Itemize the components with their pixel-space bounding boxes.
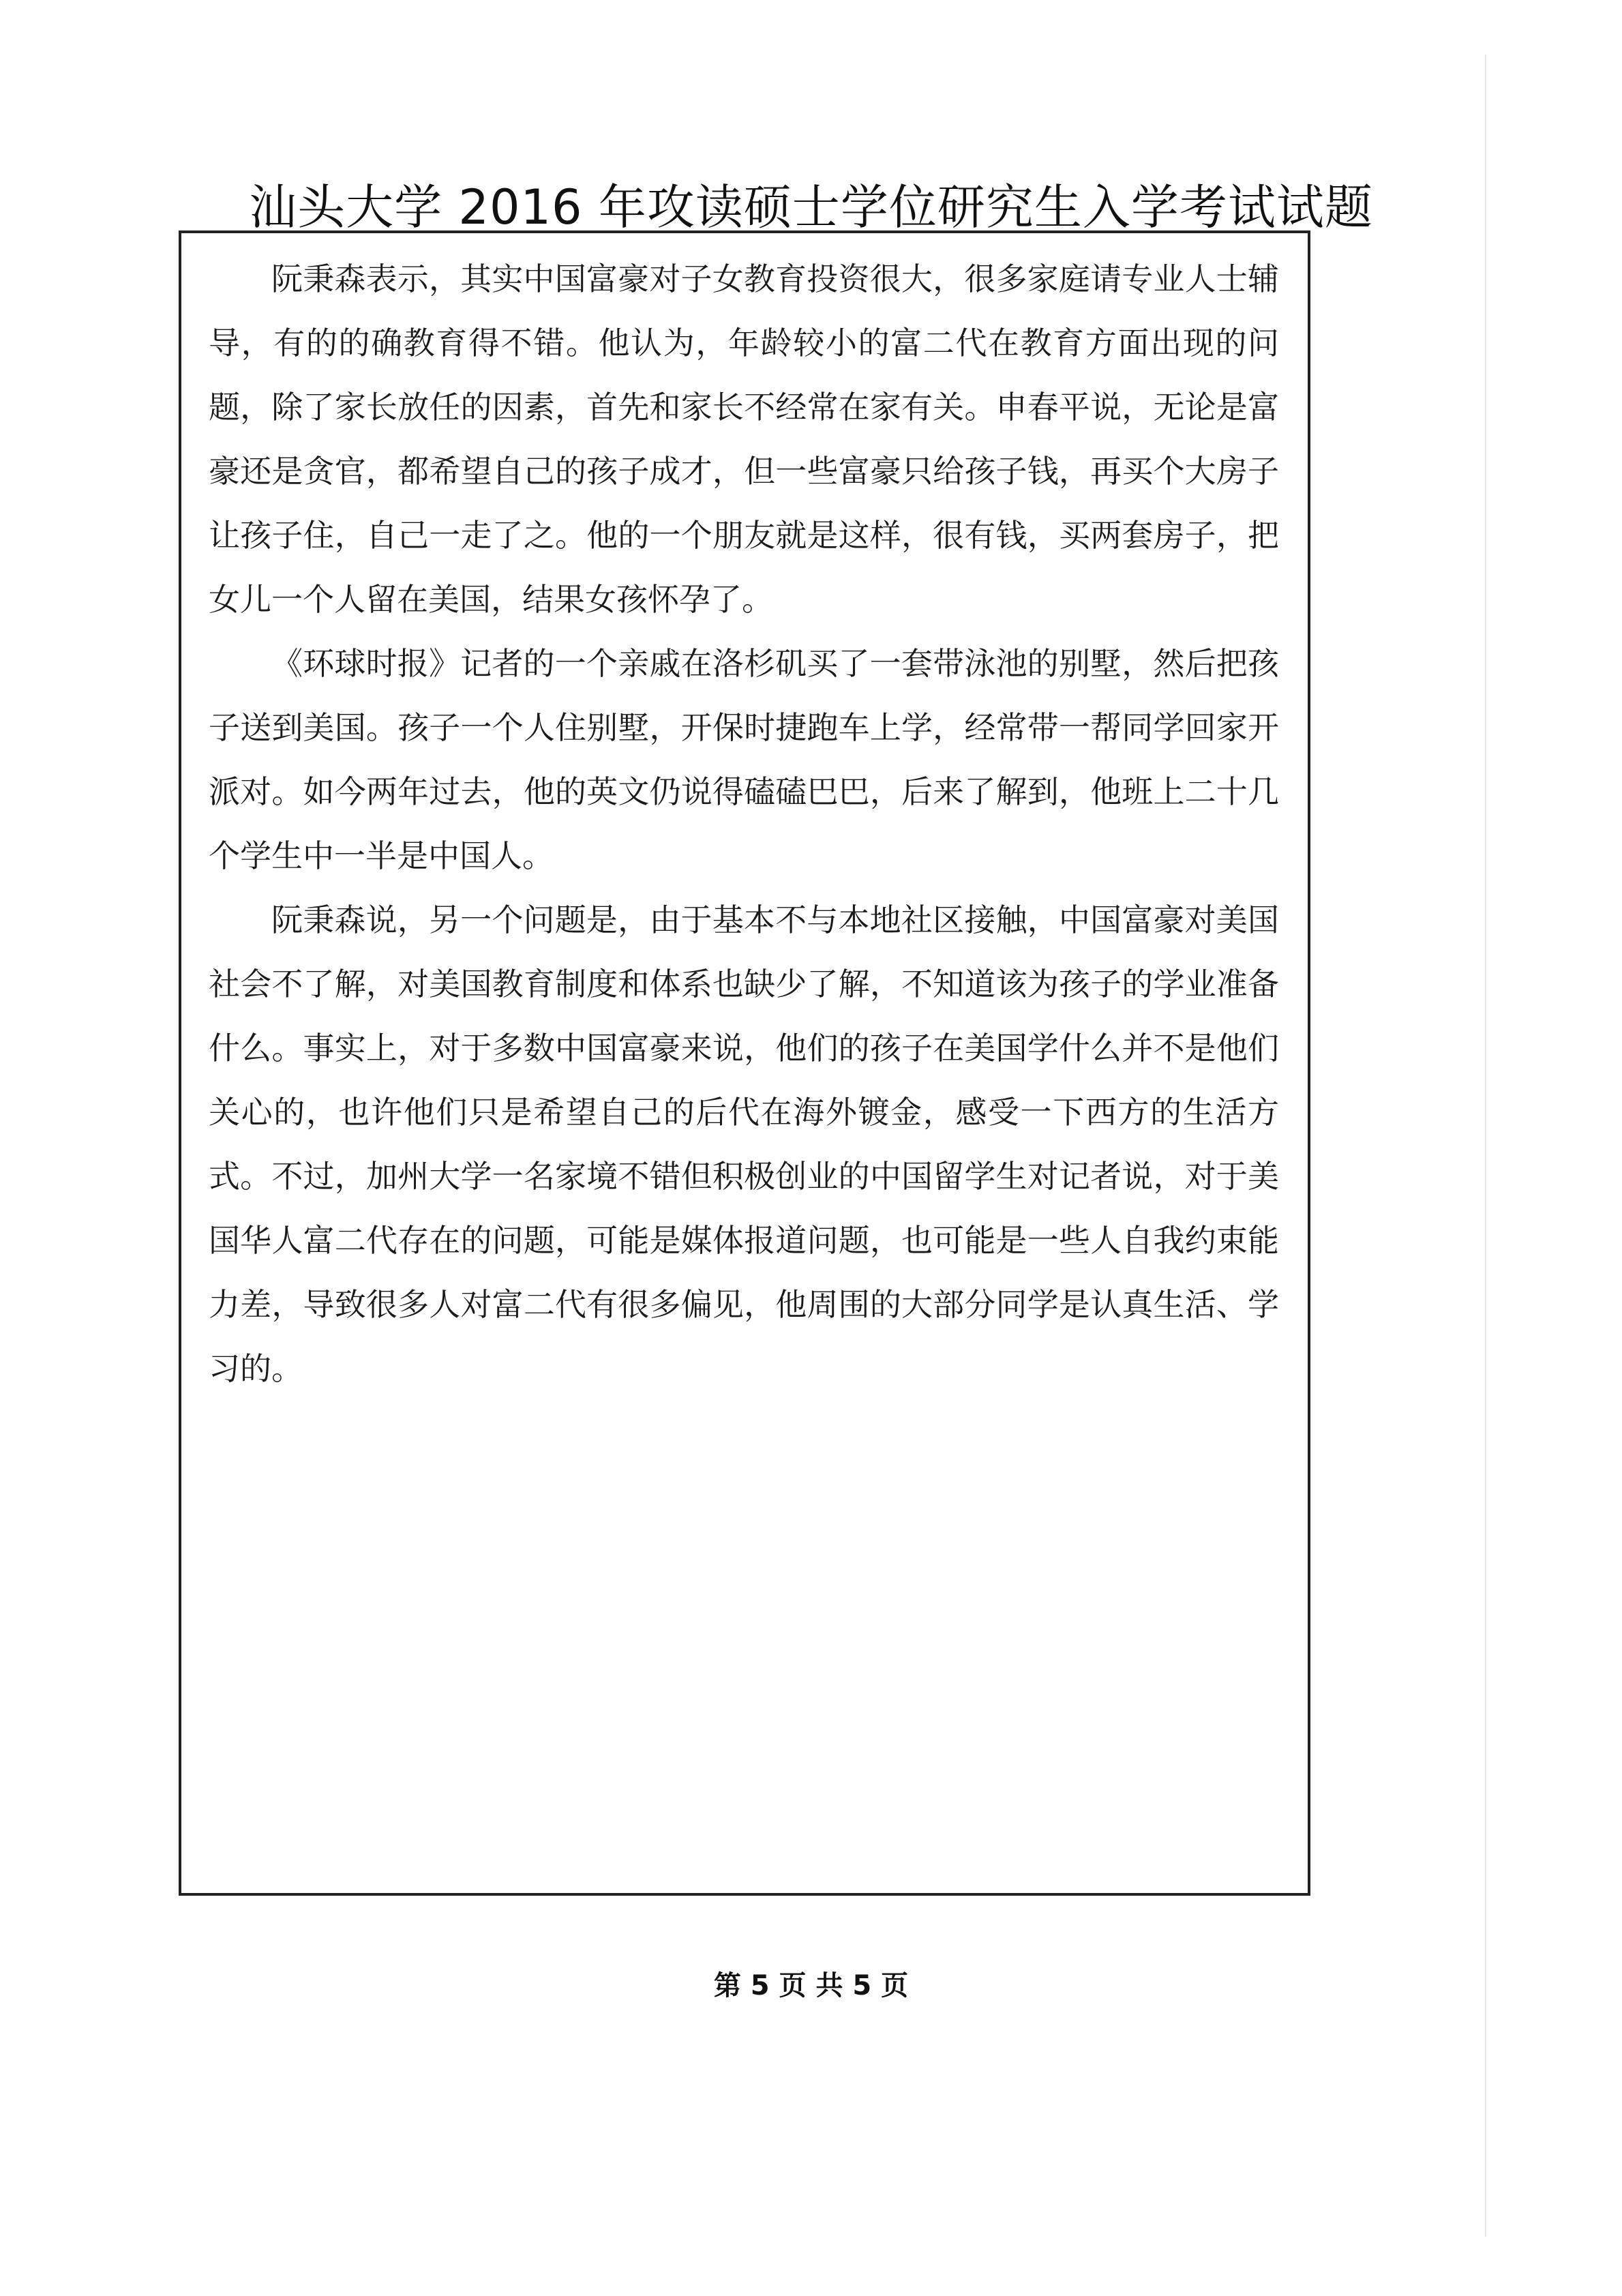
question-box xyxy=(179,230,1310,1896)
passage-paragraph: 阮秉森说，另一个问题是，由于基本不与本地社区接触，中国富豪对美国社会不了解，对美国教育制度和体系也缺少了解，不知道该为孩子的学业准备什么。事实上，对于多数中国富豪来说，他们的孩子在美国学什么并不是他们关心的，也许他们只是希望自己的后代在海外镀金，感受一下西方的生活方式。不过，加州大学一名家境不错但积极创业的中国留学生对记者说，对于美国华人富二代存在的问题，可能是媒体报道问题，也可能是一些人自我约束能力差，导致很多人对富二代有很多偏见，他周围的大部分同学是认真生活、学习的。 xyxy=(209,901,1279,1387)
page-number: 第 5 页 共 5 页 xyxy=(713,1970,909,2001)
passage-text xyxy=(209,247,1279,1401)
passage-paragraph: 阮秉森表示，其实中国富豪对子女教育投资很大，很多家庭请专业人士辅导，有的的确教育得不错。他认为，年龄较小的富二代在教育方面出现的问题，除了家长放任的因素，首先和家长不经常在家有关。申春平说，无论是富豪还是贪官，都希望自己的孩子成才，但一些富豪只给孩子钱，再买个大房子让孩子住，自己一走了之。他的一个朋友就是这样，很有钱，买两套房子，把女儿一个人留在美国，结果女孩怀孕了。 xyxy=(209,260,1279,618)
passage-paragraph: 《环球时报》记者的一个亲戚在洛杉矶买了一套带泳池的别墅，然后把孩子送到美国。孩子一个人住别墅，开保时捷跑车上学，经常带一帮同学回家开派对。如今两年过去，他的英文仍说得磕磕巴巴，后来了解到，他班上二十几个学生中一半是中国人。 xyxy=(209,645,1279,874)
exam-title: 汕头大学 2016 年攻读硕士学位研究生入学考试试题 xyxy=(249,179,1373,235)
scan-edge-line xyxy=(1485,55,1486,2237)
